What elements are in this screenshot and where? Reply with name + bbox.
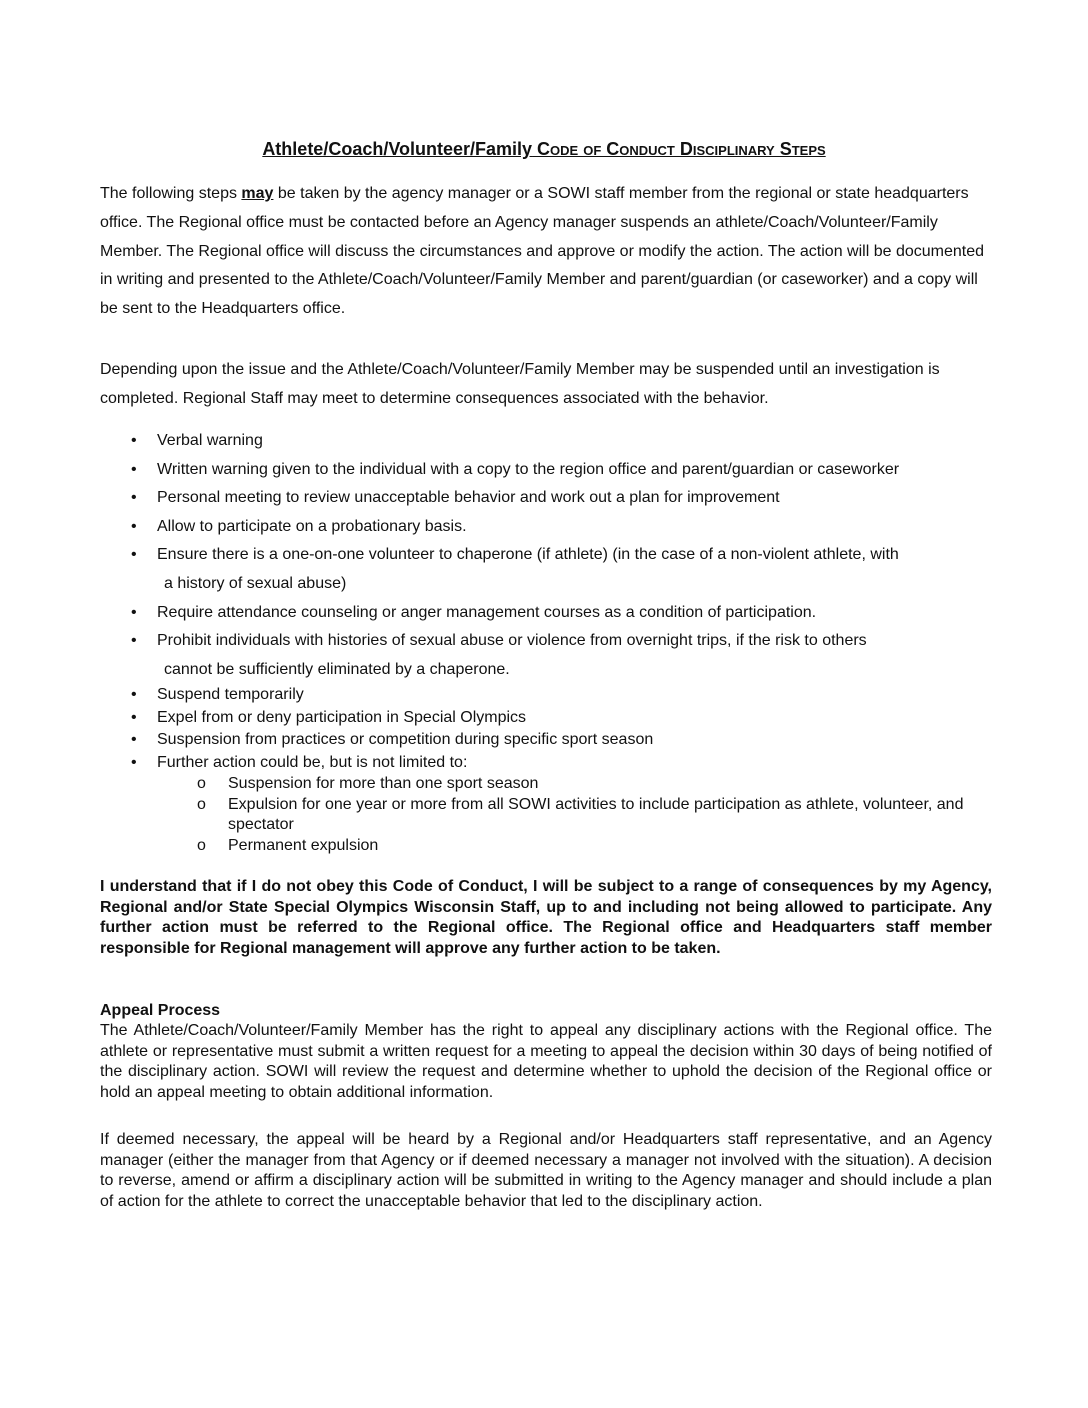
list-item-continuation: a history of sexual abuse): [164, 574, 347, 592]
sub-list-item: [157, 795, 1000, 836]
appeal-heading: Appeal Process: [100, 1002, 221, 1019]
list-item-text: Prohibit individuals with histories of sexual abuse or violence from overnight trips, if the risk to others: [157, 632, 867, 650]
disciplinary-steps-list: [100, 427, 1000, 856]
list-item-text: Expel from or deny participation in Special Olympics: [157, 708, 527, 726]
list-item: [100, 456, 1000, 485]
title-main: Athlete/Coach/Volunteer/Family: [262, 139, 533, 159]
list-item-text: Personal meeting to review unacceptable behavior and work out a plan for improvement: [157, 489, 780, 507]
list-item-text: Ensure there is a one-on-one volunteer to chaperone (if athlete) (in the case of a non-violent athlete, with: [157, 546, 899, 564]
list-item-continuation: cannot be sufficiently eliminated by a chaperone.: [164, 660, 510, 678]
sub-list-item-text: Expulsion for one year or more from all SOWI activities to include participation as athlete, volunteer, and spectator: [228, 795, 964, 834]
intro-before: The following steps: [100, 185, 242, 202]
further-action-list: [157, 774, 1000, 856]
list-item-text: Allow to participate on a probationary basis.: [157, 517, 467, 535]
sub-list-item-text: Suspension for more than one sport season: [228, 775, 539, 793]
list-item-text: Suspension from practices or competition during specific sport season: [157, 731, 654, 749]
list-item: [100, 752, 1000, 857]
list-item: [100, 541, 1000, 598]
intro-paragraph: [100, 180, 990, 324]
list-item: [100, 427, 1000, 456]
page-title: [0, 137, 1088, 161]
sub-list-item: [157, 774, 1000, 795]
suspension-paragraph: Depending upon the issue and the Athlete/Coach/Volunteer/Family Member may be suspended until an investigation is completed. Regional Staff may meet to determine consequences associated with the behavior.: [100, 361, 940, 407]
list-item: [100, 684, 1000, 707]
appeal-paragraph-1: The Athlete/Coach/Volunteer/Family Member has the right to appeal any disciplinary actions with the Regional office. The athlete or representative must submit a written request for a meeting to appeal the decision within 30 days of being notified of the disciplinary action. SOWI will review the request and determine whether to uphold the decision of the Regional office or hold an appeal meeting to obtain additional information.: [100, 1022, 992, 1102]
list-item: [100, 513, 1000, 542]
list-item-text: Suspend temporarily: [157, 686, 304, 704]
sub-list-item: [157, 836, 1000, 857]
list-item-text: Further action could be, but is not limited to:: [157, 753, 468, 771]
list-item: [100, 599, 1000, 628]
intro-after: be taken by the agency manager or a SOWI staff member from the regional or state headquarters office. The Regional office must be contacted before an Agency manager suspends an athlete/Coach/Volunteer/Family Member. The Regional office will discuss the circumstances and approve or modify the action. The action will be documented in writing and presented to the Athlete/Coach/Volunteer/Family Member and parent/guardian (or caseworker) and a copy will be sent to the Headquarters office.: [100, 185, 985, 318]
list-item: [100, 729, 1000, 752]
list-item: [100, 484, 1000, 513]
list-item: [100, 627, 1000, 684]
list-item-text: Written warning given to the individual with a copy to the region office and parent/guardian or caseworker: [157, 460, 900, 478]
intro-emphasis: may: [241, 185, 274, 202]
sub-list-item-text: Permanent expulsion: [228, 836, 379, 854]
list-item-text: Verbal warning: [157, 432, 263, 449]
list-item: [100, 707, 1000, 730]
title-caps: Code of Conduct Disciplinary Steps: [532, 139, 826, 159]
list-item-text: Require attendance counseling or anger management courses as a condition of participation.: [157, 603, 817, 621]
acknowledgement-paragraph: I understand that if I do not obey this Code of Conduct, I will be subject to a range of consequences by my Agency, Regional and/or State Special Olympics Wisconsin Staff, up to and including not being allowed to participate. Any further action must be referred to the Regional office. The Regional office and Headquarters staff member responsible for Regional management will approve any further action to be taken.: [100, 878, 992, 957]
appeal-paragraph-2: If deemed necessary, the appeal will be heard by a Regional and/or Headquarters staff representative, and an Agency manager (either the manager from that Agency or if deemed necessary a manager not involved with the situation). A decision to reverse, amend or affirm a disciplinary action will be submitted in writing to the Agency manager and should include a plan of action for the athlete to correct the unacceptable behavior that led to the disciplinary action.: [100, 1131, 992, 1211]
